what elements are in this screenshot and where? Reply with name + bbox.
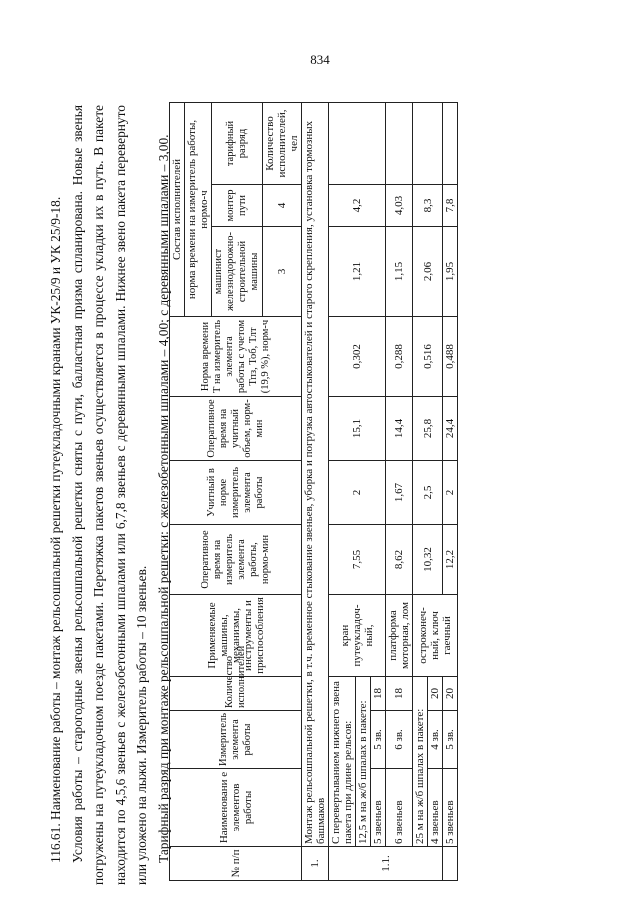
norms-table: [169, 102, 458, 881]
group2-label: 12,5 м на ж/б шпалах в пакете:: [356, 677, 371, 847]
r3-meter: 4 зв.: [428, 711, 443, 769]
r3-machinist: 2,06: [413, 227, 443, 317]
header-count-label: Количество исполнителей, чел: [263, 103, 302, 185]
header-track-fitter: монтер пути: [212, 185, 263, 227]
group3-label: 25 м на ж/б шпалах в пакете:: [413, 677, 428, 847]
intro-conditions: Условия работы – старогодные звенья рельсошпальной решетки сняты с пути, балластная призма спланирована. Новые звенья погружены на путеукладочном поезде пакетами. Перетяжка пакетов звеньев осуществляется в процессе укладки их в путь. В пакете находится по 4,5,6 звеньев с железобетонными шпалами или 6,7,8 звеньев с деревянными шпалами. Нижнее звено пакета перевернуто или уложено на лыжи. Измеритель работы – 10 звеньев.: [69, 105, 150, 885]
r3-count: 20: [428, 677, 443, 711]
r4-machinist: 1,95: [443, 227, 458, 317]
r2-norm: 0,288: [386, 317, 413, 397]
r2-tariff: [386, 103, 413, 185]
machines-1: кран путеукладоч-ный,: [329, 595, 386, 677]
r3-op: 10,32: [413, 525, 443, 595]
header-norm-units: Учитный в норме измеритель элемента работы: [170, 461, 302, 525]
r3-track: 8,3: [413, 185, 443, 227]
machines-3: остроконеч-ный, ключ гаечный: [413, 595, 458, 677]
r3-tariff: [413, 103, 443, 185]
r4-meter: 5 зв.: [443, 711, 458, 769]
header-machines: Применяемые машины, механизмы, инструменты и приспособления: [170, 595, 302, 677]
r4-norm: 0,488: [443, 317, 458, 397]
r3-norm: 0,516: [413, 317, 443, 397]
r2-name: 6 звеньев: [386, 769, 413, 847]
r2-machinist: 1,15: [386, 227, 413, 317]
r2-units: 1,67: [386, 461, 413, 525]
r2-meter: 6 зв.: [386, 711, 413, 769]
intro-text: [45, 105, 171, 885]
g-track: 4,2: [329, 185, 386, 227]
sub-num: 1.1.: [329, 847, 443, 881]
r2-count: 18: [386, 677, 413, 711]
page-number: 834: [310, 52, 330, 67]
header-name: Наименовани е элементов работы: [170, 769, 302, 847]
r4-track: 7,8: [443, 185, 458, 227]
header-norm-time: Норма времени Т на измеритель элемента работы с учетом Тпз, Тоб, Тлт (19,9 %), норм-ч: [170, 317, 302, 397]
group1-label: С перевертыванием нижнего звена пакета при длине рельсов:: [329, 677, 356, 847]
r4-units: 2: [443, 461, 458, 525]
header-grade4: 4: [263, 185, 302, 227]
intro-tariff: Тарифный разряд при монтаже рельсошпальной решетки: с железобетонными шпалами – 4,00; с деревянными шпалами – 3,00.: [155, 134, 171, 863]
r2-track: 4,03: [386, 185, 413, 227]
r3-name: 4 звеньев: [428, 769, 443, 847]
r4-op2: 24,4: [443, 397, 458, 461]
r4-name: 5 звеньев: [443, 769, 458, 847]
g-tariff: [329, 103, 386, 185]
r4-count: 20: [443, 677, 458, 711]
r4-tariff: [443, 103, 458, 185]
header-grade3: 3: [263, 227, 302, 317]
g-norm: 0,302: [329, 317, 386, 397]
intro-title: 116.61. Наименование работы – монтаж рельсошпальной решетки путеукладочными кранами УК-25/9 и УК 25/9-18.: [48, 196, 63, 863]
g-op2: 15,1: [329, 397, 386, 461]
r2-op2: 14,4: [386, 397, 413, 461]
header-op-time2: Оперативное время на учитный объем, норм-мин: [170, 397, 302, 461]
r1-meter: 5 зв.: [371, 711, 386, 769]
header-op-time: Оперативное время на измеритель элемента работы, нормо-мин: [170, 525, 302, 595]
rotated-page-content: [45, 105, 605, 885]
r1-name: 5 звеньев: [371, 769, 386, 847]
header-num: № п/п: [170, 847, 302, 881]
r2-op: 8,62: [386, 525, 413, 595]
header-count: Количество исполнителей: [170, 677, 302, 711]
r1-count: 18: [371, 677, 386, 711]
header-crew: Состав исполнителей: [170, 103, 185, 317]
machines-2: платформа моторная, лом: [386, 595, 413, 677]
header-machinist: машинист железнодорожно-строительной машины: [212, 227, 263, 317]
section-num: 1.: [302, 847, 329, 881]
r3-op2: 25,8: [413, 397, 443, 461]
header-tariff: тарифный разряд: [212, 103, 263, 185]
section-title: Монтаж рельсошпальной решетки, в т.ч. временное стыкование звеньев, уборка и погрузка автостыкователей и старого скрепления, установка тормозных башмаков: [302, 103, 329, 847]
g-machinist: 1,21: [329, 227, 386, 317]
r4-op: 12,2: [443, 525, 458, 595]
g-op: 7,55: [329, 525, 386, 595]
header-norm-per-unit: норма времени на измеритель работы, нормо-ч: [185, 103, 212, 317]
header-meter: Измеритель элемента работы: [170, 711, 302, 769]
r3-units: 2,5: [413, 461, 443, 525]
g-units: 2: [329, 461, 386, 525]
